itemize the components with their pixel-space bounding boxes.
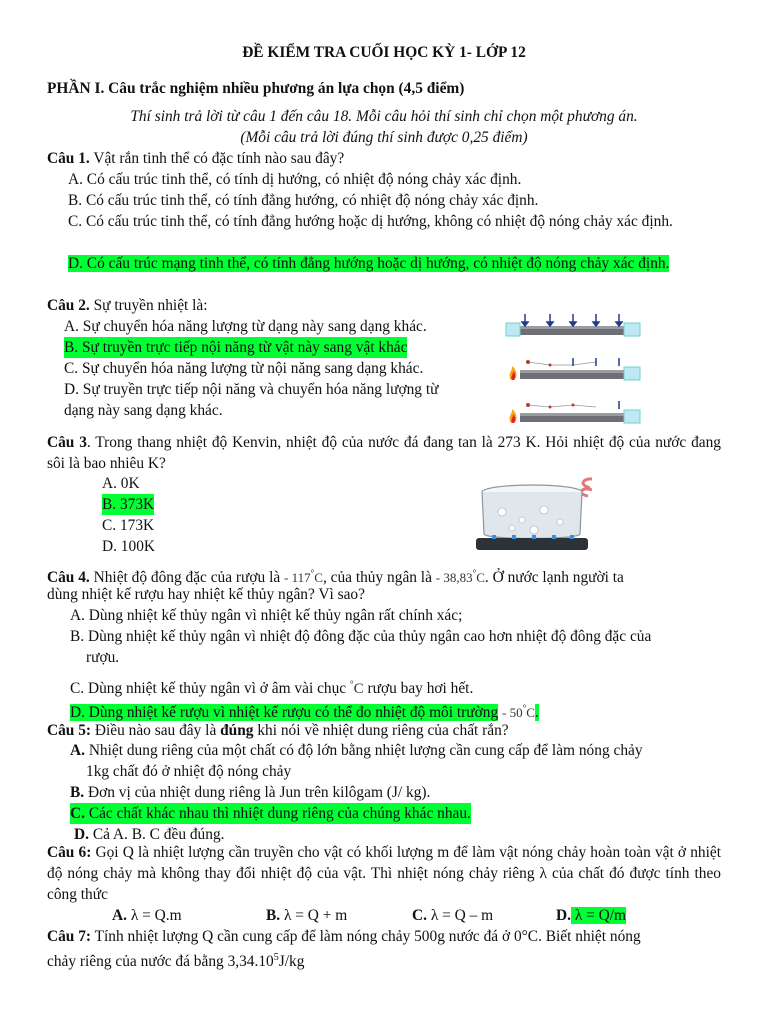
- question-5-label: Câu 5:: [47, 722, 92, 739]
- q5-option-a-line2: 1kg chất đó ở nhiệt độ nóng chảy: [86, 763, 292, 780]
- q5-option-b-text: Đơn vị của nhiệt dung riêng là Jun trên kilôgam (J/ kg).: [84, 784, 431, 801]
- bar-middle: [510, 358, 640, 380]
- question-6-label: Câu 6:: [47, 844, 92, 861]
- q3-option-d: D. 100K: [102, 538, 156, 555]
- q6-option-b-label: B.: [266, 907, 281, 924]
- question-3-text: . Trong thang nhiệt độ Kenvin, nhiệt độ của nước đá đang tan là 273 K. Hỏi nhiệt độ của nước đang sôi là bao nhiêu K?: [47, 434, 721, 472]
- question-4-line2: dùng nhiệt kế rượu hay nhiệt kế thủy ngân? Vì sao?: [47, 586, 365, 603]
- q6-option-a-text: λ = Q.m: [126, 907, 182, 924]
- degree-symbol: °: [310, 568, 315, 578]
- environment-temperature: - 50: [502, 705, 523, 720]
- question-7-unit: J/kg: [278, 953, 305, 971]
- q6-option-c-text: λ = Q – m: [426, 907, 494, 924]
- q4-option-d-text: D. Dùng nhiệt kế rượu vì nhiệt kế rượu có thể đo nhiệt độ môi trường: [70, 704, 499, 721]
- q6-option-a-label: A.: [112, 907, 127, 924]
- q2-option-a: A. Sự chuyển hóa năng lượng từ dạng này sang dạng khác.: [64, 318, 427, 335]
- q6-option-d-text: λ = Q/m: [570, 907, 627, 924]
- degree-symbol: °: [350, 679, 354, 689]
- question-5-text-2: khi nói về nhiệt dung riêng của chất rắn?: [253, 722, 509, 739]
- q6-option-c-label: C.: [412, 907, 427, 924]
- q5-option-c-label: C.: [70, 805, 85, 822]
- q3-option-a: A. 0K: [102, 475, 140, 492]
- q2-option-b: B. Sự truyền trực tiếp nội năng từ vật này sang vật khác: [64, 339, 408, 356]
- celsius-unit: C: [476, 570, 485, 585]
- q1-option-b: B. Có cấu trúc tinh thể, có tính đẳng hướng, có nhiệt độ nóng chảy xác định.: [68, 192, 539, 209]
- q3-option-c: C. 173K: [102, 517, 155, 534]
- boiling-water-figure: [472, 472, 592, 556]
- question-5-text-1: Điều nào sau đây là: [91, 722, 221, 739]
- question-7-text-2: chảy riêng của nước đá bằng 3,34.10: [47, 953, 274, 971]
- instruction-line-2: (Mỗi câu trả lời đúng thí sinh được 0,25 điểm): [240, 129, 528, 146]
- q5-option-b: [70, 782, 430, 803]
- celsius-unit: C: [314, 570, 323, 585]
- q5-option-c: [70, 803, 471, 824]
- question-7-text-1: Tính nhiệt lượng Q cần cung cấp để làm nóng chảy 500g nước đá ở 0°C. Biết nhiệt nóng: [91, 928, 641, 945]
- q5-option-a-text: Nhiệt dung riêng của một chất có độ lớn bằng nhiệt lượng cần cung cấp để làm nóng chảy: [84, 742, 643, 759]
- q2-option-d-line1: D. Sự truyền trực tiếp nội năng và chuyển hóa năng lượng từ: [64, 381, 439, 398]
- celsius-unit: C: [526, 705, 535, 720]
- q4-option-c-text-2: rượu bay hơi hết.: [363, 680, 474, 697]
- q4-option-b-line1: B. Dùng nhiệt kế thủy ngân vì nhiệt độ đông đặc của thủy ngân cao hơn nhiệt độ đông đặc của: [70, 628, 652, 645]
- q1-option-d-text: D. Có cấu trúc mạng tinh thể, có tính đẳng hướng hoặc dị hướng, có nhiệt độ nóng chảy xác định.: [68, 255, 670, 272]
- q1-option-c: C. Có cấu trúc tinh thể, có tính đẳng hướng hoặc dị hướng, không có nhiệt độ nóng chảy xác định.: [68, 213, 673, 230]
- q4-option-b-line2: rượu.: [86, 649, 120, 666]
- q6-option-d: [556, 905, 626, 926]
- q4-option-c: [70, 674, 473, 700]
- exam-title: ĐỀ KIỂM TRA CUỐI HỌC KỲ 1- LỚP 12: [242, 44, 526, 61]
- q5-option-a-line1: [70, 740, 643, 761]
- q6-option-d-label: D.: [556, 907, 571, 924]
- q6-option-a: [112, 905, 182, 926]
- q4-option-d-period: .: [534, 704, 539, 721]
- q5-option-b-label: B.: [70, 784, 85, 801]
- bar-bottom: [510, 401, 640, 423]
- q6-option-c: [412, 905, 493, 926]
- q3-option-b: B. 373K: [102, 496, 155, 513]
- question-3-label: Câu 3: [47, 434, 87, 451]
- celsius-unit: C: [353, 681, 364, 697]
- q1-option-d: [68, 253, 721, 274]
- q4-option-a: A. Dùng nhiệt kế thủy ngân vì nhiệt kế thủy ngân rất chính xác;: [70, 607, 463, 624]
- question-1-label: Câu 1.: [47, 150, 90, 167]
- question-4-label: Câu 4.: [47, 569, 90, 586]
- question-2: [47, 295, 208, 316]
- exponent: 5: [273, 952, 279, 963]
- degree-symbol: °: [472, 568, 477, 578]
- instruction-line-1: Thí sinh trả lời từ câu 1 đến câu 18. Mỗi câu hỏi thí sinh chỉ chọn một phương án.: [130, 108, 638, 125]
- q4-option-c-text-1: C. Dùng nhiệt kế thủy ngân vì ở âm vài chục: [70, 680, 350, 697]
- question-6: [47, 842, 721, 905]
- bar-top: [506, 314, 640, 336]
- q5-option-d-label: D.: [74, 826, 89, 843]
- q5-option-d-text: Cả A. B. C đều đúng.: [88, 826, 225, 843]
- question-5: [47, 720, 509, 741]
- question-3: [47, 432, 721, 474]
- degree-symbol: °: [522, 703, 527, 713]
- q6-option-b: [266, 905, 347, 926]
- question-4-text-2: , của thủy ngân là: [322, 569, 436, 586]
- q2-option-c: C. Sự chuyển hóa năng lượng từ nội năng sang dạng khác.: [64, 360, 424, 377]
- question-2-text: Sự truyền nhiệt là:: [89, 297, 208, 314]
- question-5-keyword: đúng: [220, 722, 254, 739]
- question-2-label: Câu 2.: [47, 297, 90, 314]
- q5-option-a-label: A.: [70, 742, 85, 759]
- question-4-text-3: . Ở nước lạnh người ta: [484, 569, 624, 586]
- question-7-line1: [47, 926, 721, 947]
- question-4-text-1: Nhiệt độ đông đặc của rượu là: [89, 569, 285, 586]
- q1-option-a: A. Có cấu trúc tinh thể, có tính dị hướng, có nhiệt độ nóng chảy xác định.: [68, 171, 522, 188]
- question-7-line2: [47, 947, 304, 972]
- alcohol-freezing-point: - 117: [284, 570, 311, 585]
- q2-option-d-line2: dạng này sang dạng khác.: [64, 402, 223, 419]
- q5-option-c-text: Các chất khác nhau thì nhiệt dung riêng của chúng khác nhau.: [84, 805, 471, 822]
- question-7-label: Câu 7:: [47, 928, 92, 945]
- part1-heading: PHẦN I. Câu trắc nghiệm nhiều phương án lựa chọn (4,5 điểm): [47, 80, 465, 97]
- q6-option-b-text: λ = Q + m: [280, 907, 348, 924]
- question-1: [47, 148, 344, 169]
- heat-conduction-figure: [500, 310, 660, 430]
- question-6-text: Gọi Q là nhiệt lượng cần truyền cho vật có khối lượng m để làm vật nóng chảy hoàn toàn vật ở nhiệt độ nóng chảy mà không thay đổi nhiệt độ của vật. Thì nhiệt nóng chảy riêng λ của chất đó được tính theo công thức: [47, 844, 721, 903]
- mercury-freezing-point: - 38,83: [435, 570, 473, 585]
- question-1-text: Vật rắn tinh thể có đặc tính nào sau đây?: [89, 150, 345, 167]
